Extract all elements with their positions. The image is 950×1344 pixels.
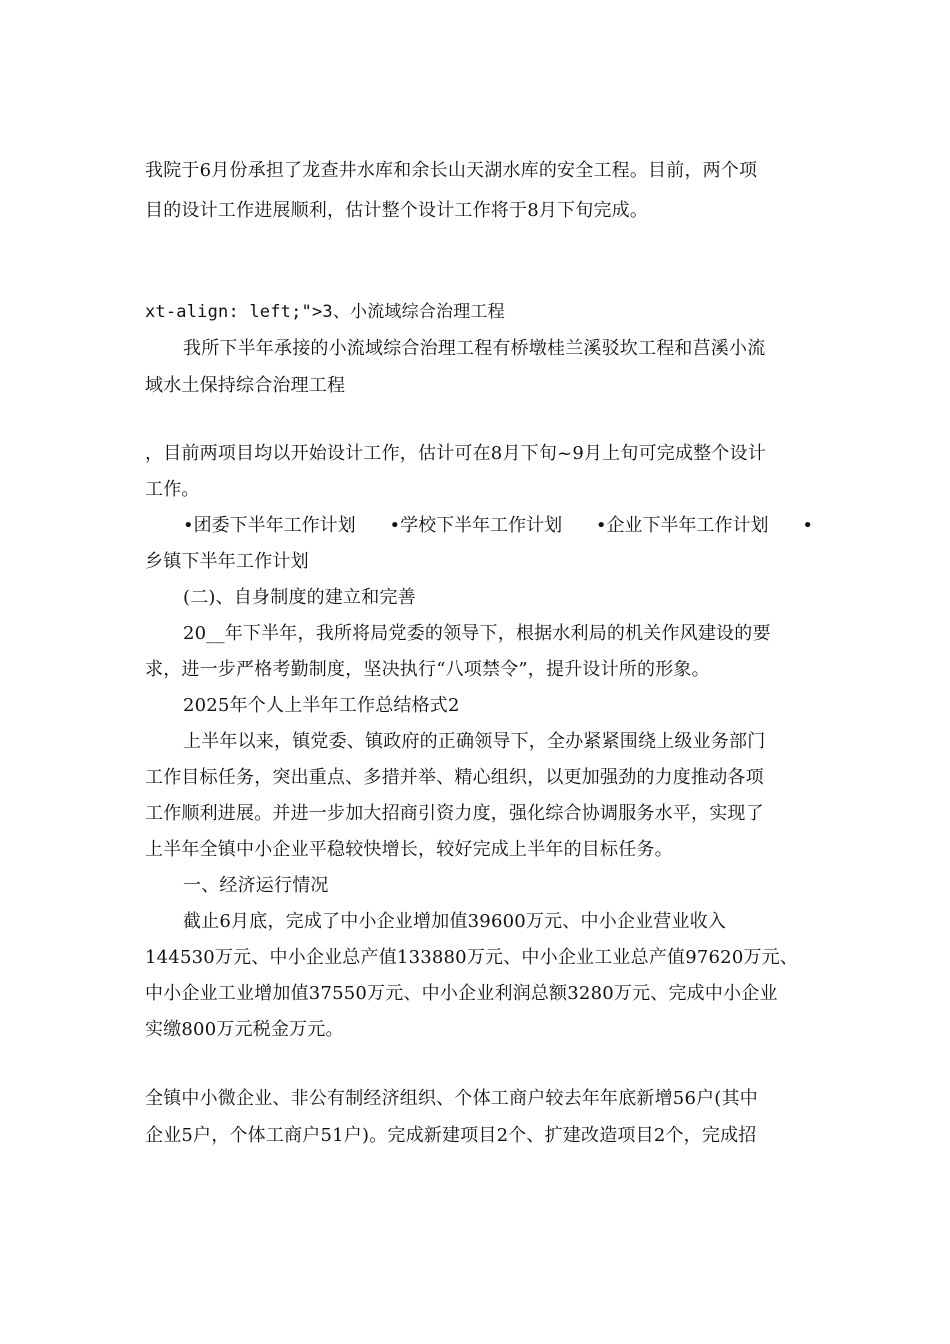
paragraph-line: 企业5户，个体工商户51户)。完成新建项目2个、扩建改造项目2个，完成招 xyxy=(145,1125,757,1146)
paragraph-line: 工作目标任务，突出重点、多措并举、精心组织，以更加强劲的力度推动各项 xyxy=(145,767,764,788)
paragraph-line: 实缴800万元税金万元。 xyxy=(145,1019,344,1040)
paragraph-line: ，目前两项目均以开始设计工作，估计可在8月下旬~9月上旬可完成整个设计 xyxy=(145,443,766,464)
related-link-bullet[interactable]: • xyxy=(802,515,813,536)
paragraph-line: 我院于6月份承担了龙查井水库和余长山天湖水库的安全工程。目前，两个项 xyxy=(145,160,758,181)
paragraph-line: 20__年下半年，我所将局党委的领导下，根据水利局的机关作风建设的要 xyxy=(183,623,771,644)
paragraph-line: 工作顺利进展。并进一步加大招商引资力度，强化综合协调服务水平，实现了 xyxy=(145,803,764,824)
paragraph-line: 截止6月底，完成了中小企业增加值39600万元、中小企业营业收入 xyxy=(183,911,727,932)
section-heading: 一、经济运行情况 xyxy=(183,875,329,896)
paragraph-line: 我所下半年承接的小流域综合治理工程有桥墩桂兰溪驳坎工程和莒溪小流 xyxy=(183,338,766,359)
related-link-township[interactable]: 乡镇下半年工作计划 xyxy=(145,551,309,572)
paragraph-line: 域水土保持综合治理工程 xyxy=(145,375,346,396)
paragraph-line: 全镇中小微企业、非公有制经济组织、个体工商户较去年年底新增56户(其中 xyxy=(145,1088,758,1109)
paragraph-line: 目的设计工作进展顺利，估计整个设计工作将于8月下旬完成。 xyxy=(145,200,649,221)
related-link-team[interactable]: •团委下半年工作计划 xyxy=(183,515,356,536)
paragraph-line: 上半年全镇中小企业平稳较快增长，较好完成上半年的目标任务。 xyxy=(145,839,673,860)
paragraph-line: 144530万元、中小企业总产值133880万元、中小企业工业总产值97620万元、 xyxy=(145,947,799,968)
related-link-school[interactable]: •学校下半年工作计划 xyxy=(389,515,563,536)
section-heading: (二)、自身制度的建立和完善 xyxy=(183,587,416,608)
paragraph-line: 求，进一步严格考勤制度，坚决执行“八项禁令”，提升设计所的形象。 xyxy=(145,659,710,680)
section-heading: xt-align: left;">3、小流域综合治理工程 xyxy=(145,302,505,322)
paragraph-line: 中小企业工业增加值37550万元、中小企业利润总额3280万元、完成中小企业 xyxy=(145,983,778,1004)
section-heading: 2025年个人上半年工作总结格式2 xyxy=(183,695,460,716)
related-link-enterprise[interactable]: •企业下半年工作计划 xyxy=(595,515,769,536)
related-links xyxy=(183,514,813,538)
paragraph-line: 上半年以来，镇党委、镇政府的正确领导下，全办紧紧围绕上级业务部门 xyxy=(183,731,766,752)
paragraph-line: 工作。 xyxy=(145,479,200,500)
